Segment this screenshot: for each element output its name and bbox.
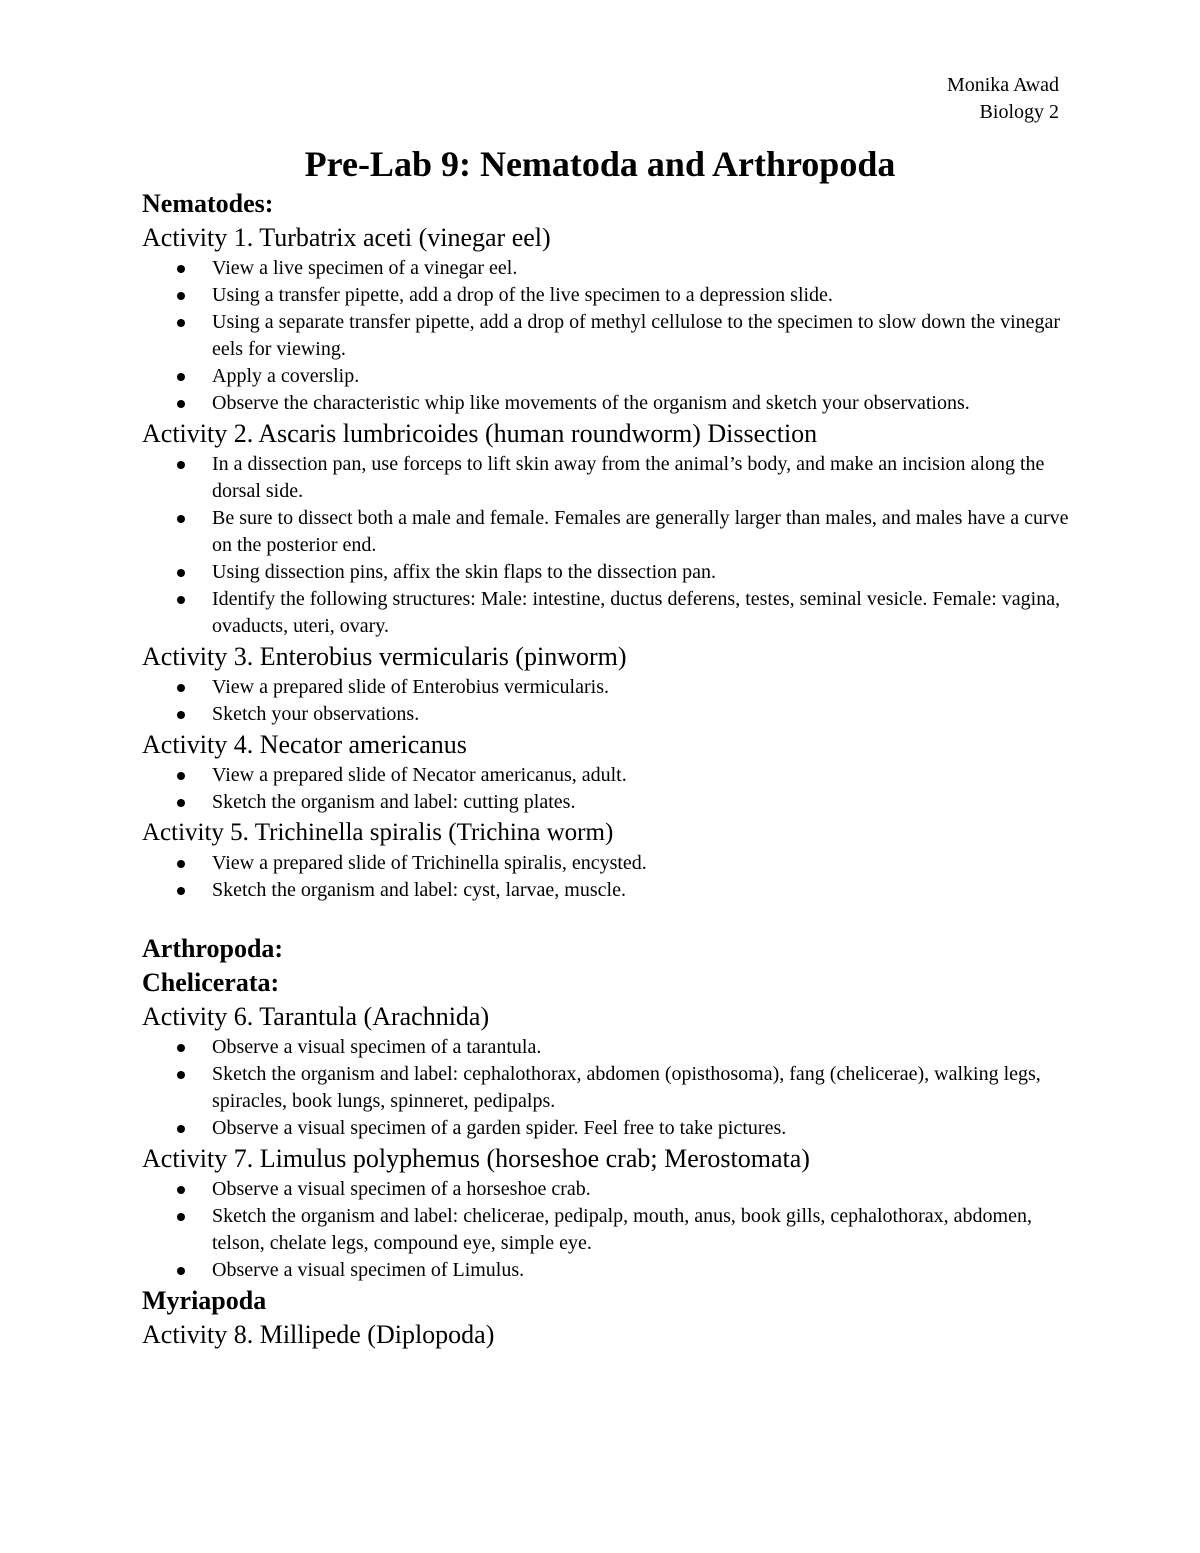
activity-heading: Activity 3. Enterobius vermicularis (pinworm)	[142, 642, 627, 671]
activity-3	[142, 640, 1072, 728]
subsection-heading-myriapoda: Myriapoda	[142, 1286, 267, 1315]
list-item: View a live specimen of a vinegar eel.	[212, 255, 1072, 282]
list-item: Observe a visual specimen of a tarantula.	[212, 1034, 1072, 1061]
activity-heading: Activity 8. Millipede (Diplopoda)	[142, 1320, 495, 1349]
list-item: Sketch the organism and label: cephalothorax, abdomen (opisthosoma), fang (chelicerae), walking legs, spiracles, book lungs, spinneret, pedipalps.	[212, 1061, 1072, 1115]
list-item: Observe a visual specimen of a garden spider. Feel free to take pictures.	[212, 1115, 1072, 1142]
document-body	[142, 187, 1072, 1352]
list-item: Identify the following structures: Male: intestine, ductus deferens, testes, seminal vesicle. Female: vagina, ovaducts, uteri, ovary.	[212, 586, 1072, 640]
section-spacer	[142, 904, 1072, 932]
section-heading-nematodes: Nematodes:	[142, 189, 274, 218]
document-header	[947, 72, 1059, 126]
step-list	[142, 850, 1072, 904]
document-title: Pre-Lab 9: Nematoda and Arthropoda	[304, 144, 896, 184]
step-list	[142, 1176, 1072, 1284]
activity-8	[142, 1318, 1072, 1352]
activity-heading: Activity 1. Turbatrix aceti (vinegar eel)	[142, 223, 551, 252]
list-item: Apply a coverslip.	[212, 363, 1072, 390]
activity-heading: Activity 5. Trichinella spiralis (Trichina worm)	[142, 819, 614, 846]
step-list	[142, 255, 1072, 417]
activity-1	[142, 221, 1072, 417]
list-item: Sketch your observations.	[212, 701, 1072, 728]
list-item: In a dissection pan, use forceps to lift skin away from the animal’s body, and make an incision along the dorsal side.	[212, 451, 1072, 505]
list-item: Observe a visual specimen of a horseshoe crab.	[212, 1176, 1072, 1203]
list-item: Observe a visual specimen of Limulus.	[212, 1257, 1072, 1284]
list-item: Sketch the organism and label: cyst, larvae, muscle.	[212, 877, 1072, 904]
activity-5	[142, 816, 1072, 904]
course-name: Biology 2	[979, 101, 1059, 123]
activity-6	[142, 1000, 1072, 1142]
step-list	[142, 762, 1072, 816]
list-item: Sketch the organism and label: chelicerae, pedipalp, mouth, anus, book gills, cephalothorax, abdomen, telson, chelate legs, compound eye, simple eye.	[212, 1203, 1072, 1257]
list-item: Observe the characteristic whip like movements of the organism and sketch your observations.	[212, 390, 1072, 417]
section-heading-arthropoda: Arthropoda:	[142, 934, 284, 963]
activity-7	[142, 1142, 1072, 1284]
activity-heading: Activity 4. Necator americanus	[142, 730, 467, 759]
activity-heading: Activity 2. Ascaris lumbricoides (human roundworm) Dissection	[142, 419, 818, 448]
step-list	[142, 451, 1072, 640]
step-list	[142, 674, 1072, 728]
list-item: View a prepared slide of Trichinella spiralis, encysted.	[212, 850, 1072, 877]
author-name: Monika Awad	[946, 74, 1059, 96]
list-item: Be sure to dissect both a male and female. Females are generally larger than males, and males have a curve on the posterior end.	[212, 505, 1072, 559]
list-item: Using a transfer pipette, add a drop of the live specimen to a depression slide.	[212, 282, 1072, 309]
activity-4	[142, 728, 1072, 816]
list-item: Using dissection pins, affix the skin flaps to the dissection pan.	[212, 559, 1072, 586]
activity-heading: Activity 6. Tarantula (Arachnida)	[142, 1002, 490, 1031]
activity-heading: Activity 7. Limulus polyphemus (horseshoe crab; Merostomata)	[142, 1144, 810, 1173]
step-list	[142, 1034, 1072, 1142]
list-item: Using a separate transfer pipette, add a drop of methyl cellulose to the specimen to slow down the vinegar eels for viewing.	[212, 309, 1072, 363]
list-item: View a prepared slide of Enterobius vermicularis.	[212, 674, 1072, 701]
list-item: Sketch the organism and label: cutting plates.	[212, 789, 1072, 816]
subsection-heading-chelicerata: Chelicerata:	[142, 968, 280, 997]
list-item: View a prepared slide of Necator americanus, adult.	[212, 762, 1072, 789]
activity-2	[142, 417, 1072, 640]
